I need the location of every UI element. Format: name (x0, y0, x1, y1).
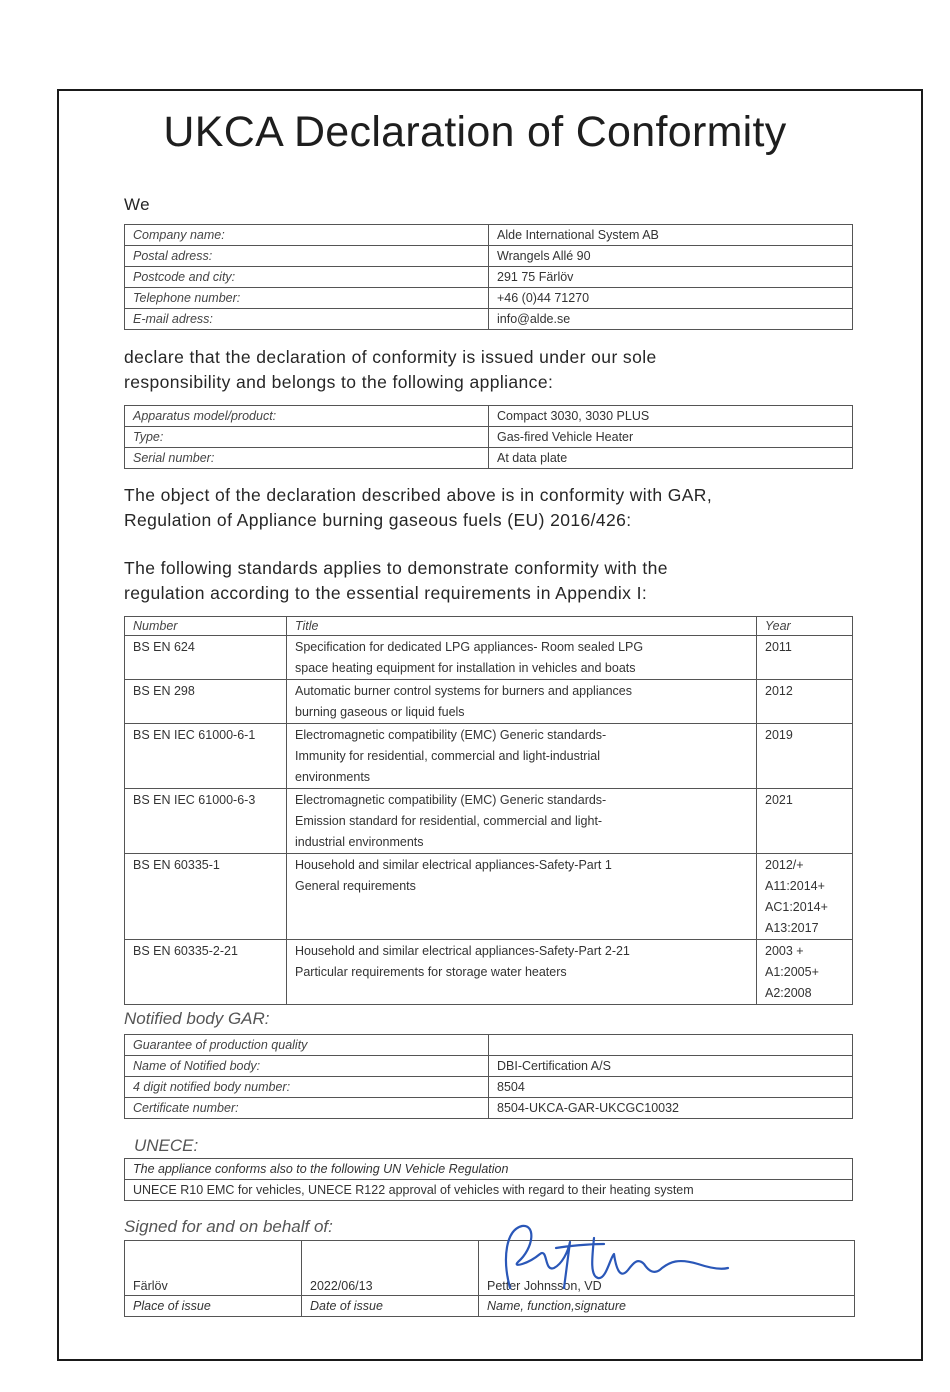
standard-title-line: burning gaseous or liquid fuels (295, 705, 465, 719)
standard-title-line: industrial environments (295, 835, 424, 849)
standard-title-line: Household and similar electrical appliances-Safety-Part 2-21 (295, 944, 630, 958)
standard-title (287, 680, 757, 724)
standard-year (757, 680, 853, 724)
unece-caption: UNECE: (134, 1136, 199, 1155)
company-value: 291 75 Färlöv (489, 267, 853, 288)
standard-year-line: 2021 (765, 793, 793, 807)
company-label: Telephone number: (125, 288, 489, 309)
standard-title (287, 854, 757, 940)
notified-caption: Notified body GAR: (124, 1009, 270, 1028)
notified-value: 8504 (489, 1077, 853, 1098)
appliance-value: At data plate (489, 448, 853, 469)
standard-year-line: 2003 + (765, 944, 804, 958)
company-label: E-mail adress: (125, 309, 489, 330)
standard-title (287, 636, 757, 680)
standard-year-line: A11:2014+ (765, 879, 825, 893)
unece-row (125, 1180, 853, 1201)
notified-row (125, 1056, 853, 1077)
declare-line-2: responsibility and belongs to the following appliance: (124, 372, 554, 392)
standard-title-line: Electromagnetic compatibility (EMC) Generic standards- (295, 793, 607, 807)
declare-line-1: declare that the declaration of conformity is issued under our sole (124, 347, 657, 367)
standard-number: BS EN 624 (125, 636, 287, 680)
handwritten-signature-icon (498, 1218, 738, 1308)
notified-value: 8504-UKCA-GAR-UKCGC10032 (489, 1098, 853, 1119)
standard-title-line: Particular requirements for storage water heaters (295, 965, 567, 979)
standard-number: BS EN IEC 61000-6-3 (125, 789, 287, 854)
notified-row (125, 1077, 853, 1098)
company-value: info@alde.se (489, 309, 853, 330)
notified-value (489, 1035, 853, 1056)
standard-title-line: Emission standard for residential, commercial and light- (295, 814, 603, 828)
standards-header-row (125, 617, 853, 636)
intro-we: We (124, 195, 150, 214)
object-line-1: The object of the declaration described above is in conformity with GAR, (124, 485, 713, 505)
standard-title-line: General requirements (295, 879, 416, 893)
header-title: Title (287, 617, 757, 636)
name-label: Name, function,signature (479, 1296, 855, 1317)
standard-year-line: A1:2005+ (765, 965, 819, 979)
appliance-value: Gas-fired Vehicle Heater (489, 427, 853, 448)
standard-title-line: Electromagnetic compatibility (EMC) Generic standards- (295, 728, 607, 742)
header-year: Year (757, 617, 853, 636)
unece-table (124, 1158, 853, 1201)
standards-line-2: regulation according to the essential requirements in Appendix I: (124, 583, 648, 603)
sign-values-row (125, 1241, 855, 1296)
standard-title-line: space heating equipment for installation in vehicles and boats (295, 661, 636, 675)
standard-row (125, 789, 853, 854)
place-value: Färlöv (125, 1241, 302, 1296)
company-row (125, 288, 853, 309)
appliance-row (125, 406, 853, 427)
company-row (125, 225, 853, 246)
notified-label: Guarantee of production quality (125, 1035, 489, 1056)
date-value: 2022/06/13 (302, 1241, 479, 1296)
appliance-label: Type: (125, 427, 489, 448)
standard-number: BS EN 60335-2-21 (125, 940, 287, 1005)
standard-title-line: Automatic burner control systems for burners and appliances (295, 684, 632, 698)
notified-label: Certificate number: (125, 1098, 489, 1119)
standard-year-line: 2011 (765, 640, 792, 654)
standard-title (287, 789, 757, 854)
standard-title-line: Household and similar electrical appliances-Safety-Part 1 (295, 858, 612, 872)
standard-number: BS EN IEC 61000-6-1 (125, 724, 287, 789)
standard-row (125, 636, 853, 680)
standard-year (757, 636, 853, 680)
standard-year-line: 2019 (765, 728, 793, 742)
notified-value: DBI-Certification A/S (489, 1056, 853, 1077)
appliance-row (125, 448, 853, 469)
standard-year-line: AC1:2014+ (765, 900, 828, 914)
company-value: Wrangels Allé 90 (489, 246, 853, 267)
company-table (124, 224, 853, 330)
standard-title (287, 940, 757, 1005)
appliance-label: Apparatus model/product: (125, 406, 489, 427)
standard-title-line: environments (295, 770, 371, 784)
declare-statement (124, 345, 657, 395)
standard-year (757, 940, 853, 1005)
header-number: Number (125, 617, 287, 636)
company-value: Alde International System AB (489, 225, 853, 246)
company-label: Postal adress: (125, 246, 489, 267)
standard-title-line: Immunity for residential, commercial and light-industrial (295, 749, 600, 763)
appliance-row (125, 427, 853, 448)
appliance-table (124, 405, 853, 469)
company-row (125, 309, 853, 330)
notified-row (125, 1098, 853, 1119)
notified-table (124, 1034, 853, 1119)
notified-label: 4 digit notified body number: (125, 1077, 489, 1098)
standard-row (125, 724, 853, 789)
signer-name: Petter Johnsson, VD (479, 1241, 855, 1296)
standard-year (757, 854, 853, 940)
unece-row (125, 1159, 853, 1180)
standard-row (125, 854, 853, 940)
standards-line-1: The following standards applies to demonstrate conformity with the (124, 558, 668, 578)
company-label: Company name: (125, 225, 489, 246)
company-row (125, 267, 853, 288)
notified-row (125, 1035, 853, 1056)
company-label: Postcode and city: (125, 267, 489, 288)
standards-table (124, 616, 853, 1005)
company-value: +46 (0)44 71270 (489, 288, 853, 309)
unece-statement: The appliance conforms also to the following UN Vehicle Regulation (125, 1159, 853, 1180)
date-label: Date of issue (302, 1296, 479, 1317)
object-statement (124, 483, 712, 533)
standard-title (287, 724, 757, 789)
standard-year-line: A13:2017 (765, 921, 819, 935)
standard-year (757, 789, 853, 854)
object-line-2: Regulation of Appliance burning gaseous fuels (EU) 2016/426: (124, 510, 632, 530)
standard-year (757, 724, 853, 789)
signature-table (124, 1240, 855, 1317)
standard-year-line: 2012 (765, 684, 793, 698)
signed-caption: Signed for and on behalf of: (124, 1217, 333, 1236)
unece-regulations: UNECE R10 EMC for vehicles, UNECE R122 approval of vehicles with regard to their heating system (125, 1180, 853, 1201)
standard-year-line: A2:2008 (765, 986, 812, 1000)
standard-number: BS EN 298 (125, 680, 287, 724)
sign-labels-row (125, 1296, 855, 1317)
standards-statement (124, 556, 668, 606)
standard-title-line: Specification for dedicated LPG appliances- Room sealed LPG (295, 640, 644, 654)
company-row (125, 246, 853, 267)
notified-label: Name of Notified body: (125, 1056, 489, 1077)
standard-number: BS EN 60335-1 (125, 854, 287, 940)
standard-year-line: 2012/+ (765, 858, 804, 872)
document-title: UKCA Declaration of Conformity (163, 108, 787, 156)
standard-row (125, 940, 853, 1005)
appliance-label: Serial number: (125, 448, 489, 469)
standard-row (125, 680, 853, 724)
place-label: Place of issue (125, 1296, 302, 1317)
appliance-value: Compact 3030, 3030 PLUS (489, 406, 853, 427)
